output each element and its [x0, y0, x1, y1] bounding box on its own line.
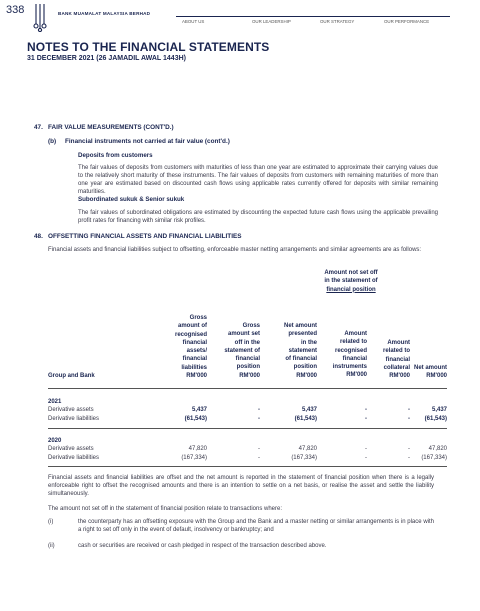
note-47-title: FAIR VALUE MEASUREMENTS (CONT'D.) — [48, 124, 174, 131]
col-header-line: statement of — [224, 347, 260, 354]
cell-gross-set-off: - — [258, 446, 260, 452]
col-header-line: Amount — [344, 331, 367, 337]
col-header-line: RM'000 — [389, 373, 410, 380]
cell-gross-recognised: (167,334) — [181, 455, 207, 461]
cell-gross-recognised: 47,820 — [188, 446, 207, 452]
offset-explanation-paragraph: Financial assets and financial liabilities are offset and the net amount is reported in the statement of financial position when there is a legally enforceable right to offset the recognised amounts and there is an intention to settle on a net basis, or realise the asset and settle the liability simultaneously. — [48, 475, 434, 498]
col-header-line: liabilities — [181, 364, 207, 371]
bank-logo-icon — [28, 2, 52, 32]
cell-gross-set-off: - — [258, 407, 260, 413]
cell-net-amount: 47,820 — [428, 446, 447, 452]
col-header-line: recognised — [334, 347, 367, 354]
col-header-line: RM'000 — [346, 372, 367, 379]
group-header-line: financial position — [326, 286, 376, 293]
group-header-line: in the statement of — [324, 278, 378, 285]
col-header-line: related to — [382, 348, 410, 355]
list-text: the counterparty has an offsetting exposure with the Group and the Bank and a master netting or similar arrangements is in place with a right to set off only in the event of default, insolvency or bankruptcy; and — [78, 519, 434, 534]
col-header-line: statement — [288, 347, 317, 354]
col-header-line: RM'000 — [426, 373, 447, 380]
cell-net-presented: 47,820 — [298, 446, 317, 452]
cell-gross-set-off: - — [258, 416, 260, 422]
cell-related-collateral: - — [408, 455, 410, 461]
col-header-line: RM'000 — [296, 372, 317, 379]
col-header-related-instruments — [312, 330, 367, 380]
page-subtitle: 31 DECEMBER 2021 (26 JAMADIL AWAL 1443H) — [27, 55, 186, 62]
col-header-line: recognised — [174, 331, 207, 338]
note-48-intro: Financial assets and financial liabilities subject to offsetting, enforceable master netting arrangements and similar agreements are as follows: — [48, 247, 422, 253]
cell-related-collateral: - — [408, 416, 410, 422]
cell-related-collateral: - — [408, 446, 410, 452]
cell-net-amount: (167,334) — [421, 455, 447, 461]
cell-related-instruments: - — [365, 407, 367, 413]
col-header-related-collateral — [362, 339, 410, 380]
col-header-line: position — [236, 364, 260, 371]
col-header-line: amount set — [227, 331, 260, 338]
nav-about-us[interactable]: ABOUT US — [182, 19, 205, 24]
nav-our-leadership[interactable]: OUR LEADERSHIP — [252, 19, 291, 24]
cell-gross-recognised: 5,437 — [191, 407, 207, 413]
table-bottom-rule — [48, 466, 447, 467]
deposits-heading: Deposits from customers — [78, 152, 153, 159]
col-header-line: off in the — [234, 339, 260, 346]
row-label: Derivative liabilities — [48, 455, 100, 461]
year-label-2020: 2020 — [48, 438, 62, 444]
col-header-line: of financial — [285, 356, 317, 363]
col-header-line: RM'000 — [186, 372, 207, 379]
not-set-off-paragraph: The amount not set off in the statement of financial position relate to transactions where: — [48, 506, 283, 512]
col-header-line: assets/ — [186, 348, 207, 355]
col-header-net-presented — [258, 322, 317, 380]
cell-net-presented: 5,437 — [301, 407, 317, 413]
sukuk-paragraph: The fair values of subordinated obligations are estimated by discounting the expected future cash flows using the applicable prevailing profit rates for financing with similar risk profiles. — [78, 210, 438, 225]
row-label: Derivative assets — [48, 407, 94, 413]
table-year-divider — [48, 428, 447, 429]
deposits-paragraph: The fair values of deposits from customers with maturities of less than one year are estimated to approximate their carrying values due to the relatively short maturity of these instruments. The fair values of deposits from customers with remaining maturities of more than one year are estimated based on discounted cash flows using applicable rates currently offered for deposits with similar remaining maturities. — [78, 165, 438, 196]
col-header-net-amount — [404, 364, 447, 381]
note-47-number: 47. — [34, 124, 43, 131]
col-header-line: financial — [182, 339, 207, 346]
nav-our-performance[interactable]: OUR PERFORMANCE — [384, 19, 430, 24]
cell-net-amount: (61,543) — [424, 416, 447, 422]
group-header-line: Amount not set off — [324, 270, 378, 276]
cell-gross-set-off: - — [258, 455, 260, 461]
col-header-line: presented — [288, 331, 317, 338]
col-header-line: amount of — [178, 323, 207, 330]
row-label: Derivative assets — [48, 446, 94, 452]
col-header-line: Amount — [387, 340, 410, 346]
list-marker: (ii) — [48, 543, 55, 549]
nav-our-strategy[interactable]: OUR STRATEGY — [320, 19, 355, 24]
col-header-line: Gross — [242, 323, 260, 329]
col-header-line: related to — [339, 339, 367, 346]
page-number: 338 — [6, 4, 25, 16]
list-marker: (i) — [48, 519, 54, 525]
col-header-line: financial — [182, 356, 207, 363]
row-label-header: Group and Bank — [48, 373, 95, 379]
sukuk-heading: Subordinated sukuk & Senior sukuk — [78, 196, 185, 203]
year-label-2021: 2021 — [48, 399, 62, 405]
col-header-gross-set-off — [205, 322, 260, 380]
cell-related-instruments: - — [365, 416, 367, 422]
cell-related-collateral: - — [408, 407, 410, 413]
col-header-line: financial — [235, 356, 260, 363]
col-header-line: Gross — [189, 315, 207, 321]
list-text: cash or securities are received or cash pledged in respect of the transaction described above. — [78, 543, 327, 549]
header-divider — [176, 16, 450, 17]
note-48-number: 48. — [34, 233, 43, 240]
col-header-line: RM'000 — [239, 372, 260, 379]
row-label: Derivative liabilities — [48, 416, 100, 422]
col-header-line: collateral — [383, 364, 410, 371]
col-header-line: Net amount — [414, 365, 447, 371]
note-47b-marker: (b) — [48, 138, 57, 145]
col-header-line: in the — [301, 339, 317, 346]
note-47b-title: Financial instruments not carried at fair value (cont'd.) — [65, 138, 230, 145]
col-header-line: Net amount — [284, 323, 317, 329]
note-48-title: OFFSETTING FINANCIAL ASSETS AND FINANCIAL LIABILITIES — [48, 233, 242, 240]
table-header-rule — [48, 388, 447, 389]
page-title: NOTES TO THE FINANCIAL STATEMENTS — [27, 40, 270, 54]
cell-net-presented: (61,543) — [294, 416, 317, 422]
cell-related-instruments: - — [365, 446, 367, 452]
col-header-line: financial — [342, 355, 367, 362]
col-header-line: financial — [385, 356, 410, 363]
bank-name: BANK MUAMALAT MALAYSIA BERHAD — [58, 11, 151, 16]
col-header-line: instruments — [332, 364, 367, 371]
not-set-off-group-header — [300, 269, 402, 294]
col-header-line: position — [293, 364, 317, 371]
cell-gross-recognised: (61,543) — [184, 416, 207, 422]
cell-related-instruments: - — [365, 455, 367, 461]
cell-net-amount: 5,437 — [431, 407, 447, 413]
cell-net-presented: (167,334) — [291, 455, 317, 461]
col-header-gross-recognised — [140, 314, 207, 380]
